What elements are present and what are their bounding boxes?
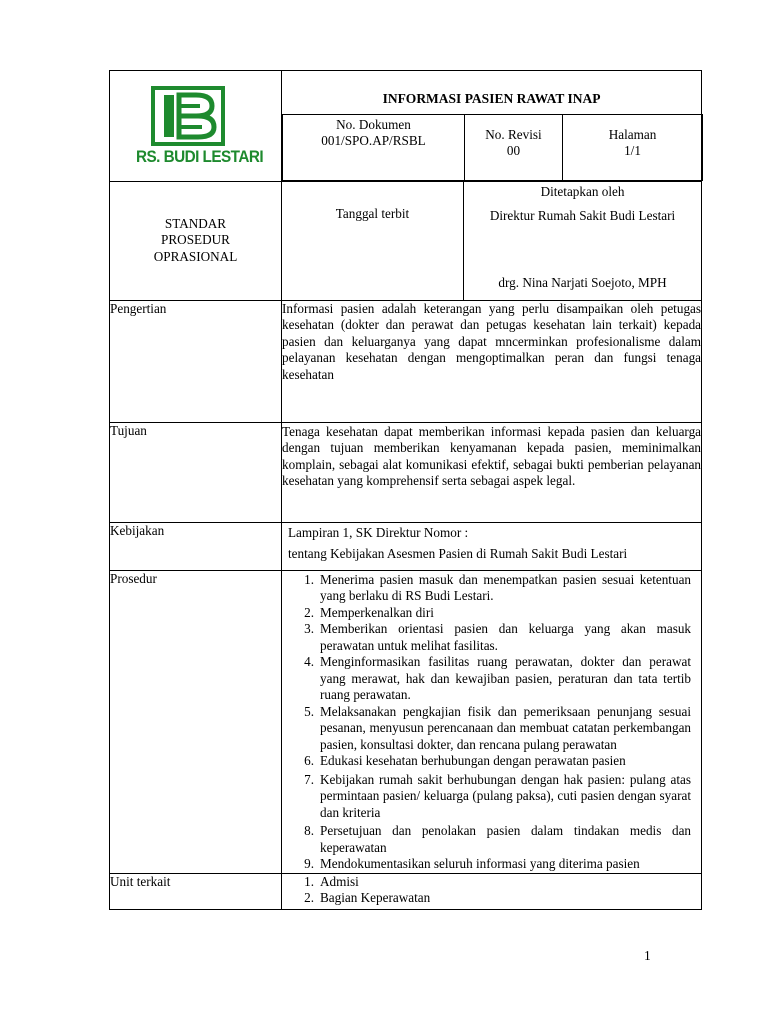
revision-label: No. Revisi (485, 126, 542, 142)
prosedur-item (282, 704, 701, 754)
page-label: Halaman (608, 126, 657, 142)
prosedur-item-text: Memperkenalkan diri (320, 604, 434, 620)
sop-table (109, 70, 702, 910)
page-number: 1 (644, 948, 651, 963)
prosedur-item-text: Menginformasikan fasilitas ruang perawatan, dokter dan perawat yang merawat, hak dan kewajiban pasien, peraturan dan tata tertib ruang perawatan. (320, 654, 692, 702)
prosedur-item (282, 654, 701, 704)
unit-item-text: Bagian Keperawatan (320, 890, 431, 905)
prosedur-item-text: Memberikan orientasi pasien dan keluarga yang akan masuk perawatan untuk melihat fasilitas. (320, 621, 692, 653)
issue-date-label: Tanggal terbit (335, 205, 410, 221)
header-cell (282, 71, 702, 182)
prosedur-item-number: 9. (304, 856, 314, 871)
hospital-logo-icon (150, 85, 226, 147)
pengertian-label: Pengertian (110, 300, 282, 422)
prosedur-item-number: 2. (304, 604, 314, 620)
revision-value: 00 (506, 143, 521, 158)
director-title: Direktur Rumah Sakit Budi Lestari (489, 208, 676, 223)
doc-no-label: No. Dokumen (336, 116, 411, 132)
prosedur-item (282, 856, 701, 873)
prosedur-item-text: Kebijakan rumah sakit berhubungan dengan hak pasien: pulang atas permintaan pasien/ keluarga (pulang paksa), cuti pasien dengan syarat dan kriteria (320, 771, 692, 820)
unit-label: Unit terkait (110, 873, 282, 909)
kebijakan-line-1: Lampiran 1, SK Direktur Nomor : (288, 524, 469, 540)
unit-list (282, 874, 701, 907)
sop-document (109, 70, 701, 910)
sop-label-cell (110, 181, 282, 300)
prosedur-item (282, 621, 701, 654)
sop-label: STANDAR PROSEDUR OPRASIONAL (153, 215, 238, 264)
prosedur-item-number: 4. (304, 654, 314, 669)
unit-item-number: 2. (304, 890, 314, 905)
prosedur-item-number: 3. (304, 621, 314, 636)
prosedur-list (282, 572, 701, 873)
prosedur-item-number: 5. (304, 703, 314, 719)
unit-item-number: 1. (304, 873, 314, 889)
tujuan-text: Tenaga kesehatan dapat memberikan informasi kepada pasien dan keluarga dengan tujuan memberikan kenyamanan kepada pasien, meminimalkan komplain, sebagai alat komunikasi efektif, sebagai bukti pemberian pelayanan kesehatan yang komprehensif serta sebagai aspek legal. (282, 422, 702, 522)
prosedur-item-number: 6. (304, 753, 314, 768)
prosedur-item-text: Menerima pasien masuk dan menempatkan pasien sesuai ketentuan yang berlaku di RS Budi Lestari. (320, 571, 692, 603)
prosedur-item (282, 753, 701, 770)
prosedur-item-number: 7. (304, 771, 314, 787)
prosedur-item (282, 572, 701, 605)
prosedur-item-text: Mendokumentasikan seluruh informasi yang diterima pasien (320, 856, 640, 871)
prosedur-item-number: 8. (304, 823, 314, 838)
kebijakan-label: Kebijakan (110, 522, 282, 570)
logo-cell (110, 71, 282, 182)
director-name: drg. Nina Narjati Soejoto, MPH (498, 275, 667, 290)
prosedur-label: Prosedur (110, 570, 282, 873)
prosedur-item (282, 772, 701, 822)
prosedur-item-number: 1. (304, 571, 314, 587)
kebijakan-line-2: tentang Kebijakan Asesmen Pasien di Rumah Sakit Budi Lestari (288, 546, 628, 561)
doc-no-value: 001/SPO.AP/RSBL (321, 133, 426, 148)
prosedur-item (282, 605, 701, 622)
logo-text: RS. BUDI LESTARI (136, 147, 264, 166)
unit-item (282, 874, 701, 891)
prosedur-item-text: Persetujuan dan penolakan pasien dalam tindakan medis dan keperawatan (320, 823, 692, 855)
tujuan-label: Tujuan (110, 422, 282, 522)
prosedur-item-text: Melaksanakan pengkajian fisik dan pemeriksaan penunjang sesuai pesanan, menyusun perencanaan dan membuat catatan perkembangan pasien, konsultasi dokter, dan rencana pulang perawatan (320, 703, 692, 752)
document-title: INFORMASI PASIEN RAWAT INAP (382, 91, 601, 106)
unit-item (282, 890, 701, 907)
prosedur-item-text: Edukasi kesehatan berhubungan dengan perawatan pasien (320, 753, 626, 768)
pengertian-text: Informasi pasien adalah keterangan yang perlu disampaikan oleh petugas kesehatan (dokter dan perawat dan petugas kesehatan lain terkait) kepada pasien dan keluarganya yang dapat mncerminkan profesionalisme dalam pelayanan kesehatan dengan mengoptimalkan peran dan fungsi tenaga kesehatan (282, 300, 702, 422)
set-by-label: Ditetapkan oleh (540, 183, 625, 199)
prosedur-item (282, 823, 701, 856)
unit-item-text: Admisi (320, 873, 359, 889)
page-value: 1/1 (624, 143, 641, 158)
